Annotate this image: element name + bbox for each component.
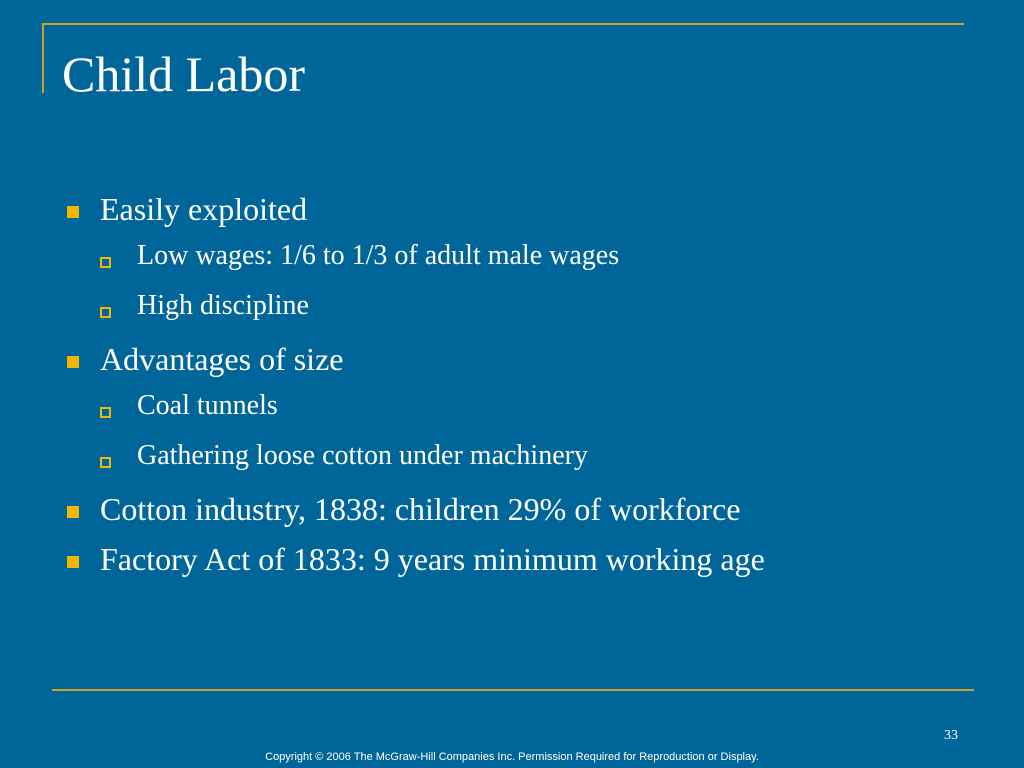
sub-bullet-item: [62, 388, 982, 424]
sub-bullet-text: Low wages: 1/6 to 1/3 of adult male wages: [137, 240, 620, 271]
sub-bullet-text: Coal tunnels: [137, 390, 278, 421]
bullet-text: Cotton industry, 1838: children 29% of workforce: [100, 491, 741, 527]
sub-bullet-item: [62, 288, 982, 324]
footer-divider-line: [52, 689, 974, 691]
bullet-item: [62, 538, 982, 580]
slide-title: Child Labor: [62, 46, 306, 102]
bullet-list: [62, 188, 982, 588]
copyright-notice: Copyright © 2006 The McGraw-Hill Companies Inc. Permission Required for Reproduction or Display.: [265, 751, 759, 763]
hollow-square-bullet-icon: [100, 257, 111, 268]
bullet-text: Advantages of size: [100, 341, 344, 377]
sub-bullet-item: [62, 438, 982, 474]
sub-bullet-item: [62, 238, 982, 274]
filled-square-bullet-icon: [67, 556, 79, 568]
hollow-square-bullet-icon: [100, 407, 111, 418]
bullet-text: Factory Act of 1833: 9 years minimum working age: [100, 541, 765, 577]
sub-bullet-text: High discipline: [137, 290, 309, 321]
title-frame-top-line: [44, 23, 964, 25]
bullet-item: [62, 488, 982, 530]
filled-square-bullet-icon: [67, 356, 79, 368]
title-frame-left-line: [42, 23, 44, 93]
sub-bullet-text: Gathering loose cotton under machinery: [137, 440, 588, 471]
slide-page-number: 33: [944, 728, 958, 743]
bullet-item: [62, 188, 982, 230]
hollow-square-bullet-icon: [100, 457, 111, 468]
filled-square-bullet-icon: [67, 206, 79, 218]
bullet-text: Easily exploited: [100, 191, 308, 227]
filled-square-bullet-icon: [67, 506, 79, 518]
hollow-square-bullet-icon: [100, 307, 111, 318]
bullet-item: [62, 338, 982, 380]
